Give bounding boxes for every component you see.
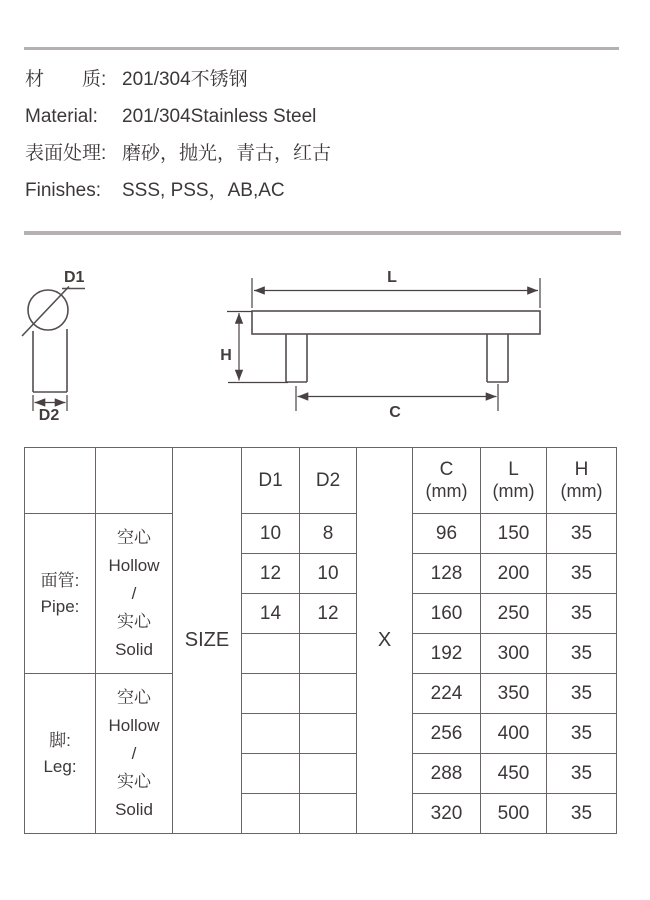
- header-c: C (mm): [413, 448, 481, 514]
- divider-top: [24, 47, 619, 50]
- size-spec-table: [24, 447, 617, 834]
- size-cell: SIZE: [173, 448, 242, 834]
- cell-c: 320: [413, 794, 481, 834]
- material-label-cn: 材 质:: [25, 69, 107, 90]
- header-d1: D1: [242, 448, 300, 514]
- material-row-cn: [25, 68, 585, 92]
- cell-d1: [242, 794, 300, 834]
- divider-middle: [24, 231, 621, 235]
- material-value-cn: 201/304不锈钢: [122, 69, 248, 90]
- cell-d2: [300, 794, 357, 834]
- material-label-en: Material:: [25, 106, 98, 127]
- cell-d1: [242, 634, 300, 674]
- cell-h: 35: [547, 674, 617, 714]
- cell-c: 224: [413, 674, 481, 714]
- cell-d1: 14: [242, 594, 300, 634]
- cell-l: 500: [481, 794, 547, 834]
- cell-c: 256: [413, 714, 481, 754]
- cell-h: 35: [547, 594, 617, 634]
- header-blank-2: [96, 448, 173, 514]
- handle-side-view: [252, 311, 540, 382]
- finish-row-cn: [25, 142, 585, 166]
- cell-h: 35: [547, 554, 617, 594]
- material-value-en: 201/304Stainless Steel: [122, 106, 317, 127]
- h-dimension: [227, 312, 288, 383]
- technical-drawing: [0, 250, 650, 440]
- dimension-label-d1: D1: [64, 269, 85, 286]
- cell-d2: [300, 714, 357, 754]
- cell-l: 400: [481, 714, 547, 754]
- cell-c: 160: [413, 594, 481, 634]
- table-header-row: [25, 448, 617, 514]
- dimension-label-l: L: [387, 269, 397, 286]
- cell-d2: 10: [300, 554, 357, 594]
- cell-d1: [242, 754, 300, 794]
- cell-l: 200: [481, 554, 547, 594]
- cell-c: 96: [413, 514, 481, 554]
- cell-h: 35: [547, 754, 617, 794]
- cell-c: 288: [413, 754, 481, 794]
- cell-d2: [300, 634, 357, 674]
- cell-d1: 12: [242, 554, 300, 594]
- cell-d1: [242, 674, 300, 714]
- table-row: [25, 674, 617, 714]
- cell-c: 192: [413, 634, 481, 674]
- cell-l: 350: [481, 674, 547, 714]
- finish-value-cn: 磨砂，抛光，青古，红古: [122, 143, 332, 164]
- cross-section-view: [22, 287, 85, 393]
- cell-h: 35: [547, 634, 617, 674]
- material-info-block: [25, 68, 585, 216]
- cell-l: 450: [481, 754, 547, 794]
- cell-h: 35: [547, 714, 617, 754]
- cell-d1: [242, 714, 300, 754]
- cell-d1: 10: [242, 514, 300, 554]
- dimension-label-c: C: [389, 404, 401, 421]
- diameter-diagonal-line: [22, 287, 69, 337]
- table-row: [25, 514, 617, 554]
- cell-l: 150: [481, 514, 547, 554]
- cell-l: 300: [481, 634, 547, 674]
- group-leg-label: 脚: Leg:: [25, 674, 96, 834]
- material-row-en: [25, 105, 585, 129]
- cell-h: 35: [547, 514, 617, 554]
- group-leg-type: 空心 Hollow / 实心 Solid: [96, 674, 173, 834]
- cell-d2: [300, 754, 357, 794]
- handle-bar: [252, 311, 540, 334]
- group-pipe-label: 面管: Pipe:: [25, 514, 96, 674]
- header-blank-1: [25, 448, 96, 514]
- header-h: H (mm): [547, 448, 617, 514]
- x-cell: X: [357, 448, 413, 834]
- cell-c: 128: [413, 554, 481, 594]
- finish-value-en: SSS, PSS，AB,AC: [122, 180, 285, 201]
- finish-label-cn: 表面处理:: [25, 143, 107, 164]
- cell-l: 250: [481, 594, 547, 634]
- finish-row-en: [25, 179, 585, 203]
- finish-label-en: Finishes:: [25, 180, 102, 201]
- header-l: L (mm): [481, 448, 547, 514]
- cell-d2: 12: [300, 594, 357, 634]
- header-d2: D2: [300, 448, 357, 514]
- dimension-label-d2: D2: [38, 407, 60, 424]
- dimension-label-h: H: [220, 347, 232, 364]
- cell-h: 35: [547, 794, 617, 834]
- cell-d2: [300, 674, 357, 714]
- group-pipe-type: 空心 Hollow / 实心 Solid: [96, 514, 173, 674]
- cell-d2: 8: [300, 514, 357, 554]
